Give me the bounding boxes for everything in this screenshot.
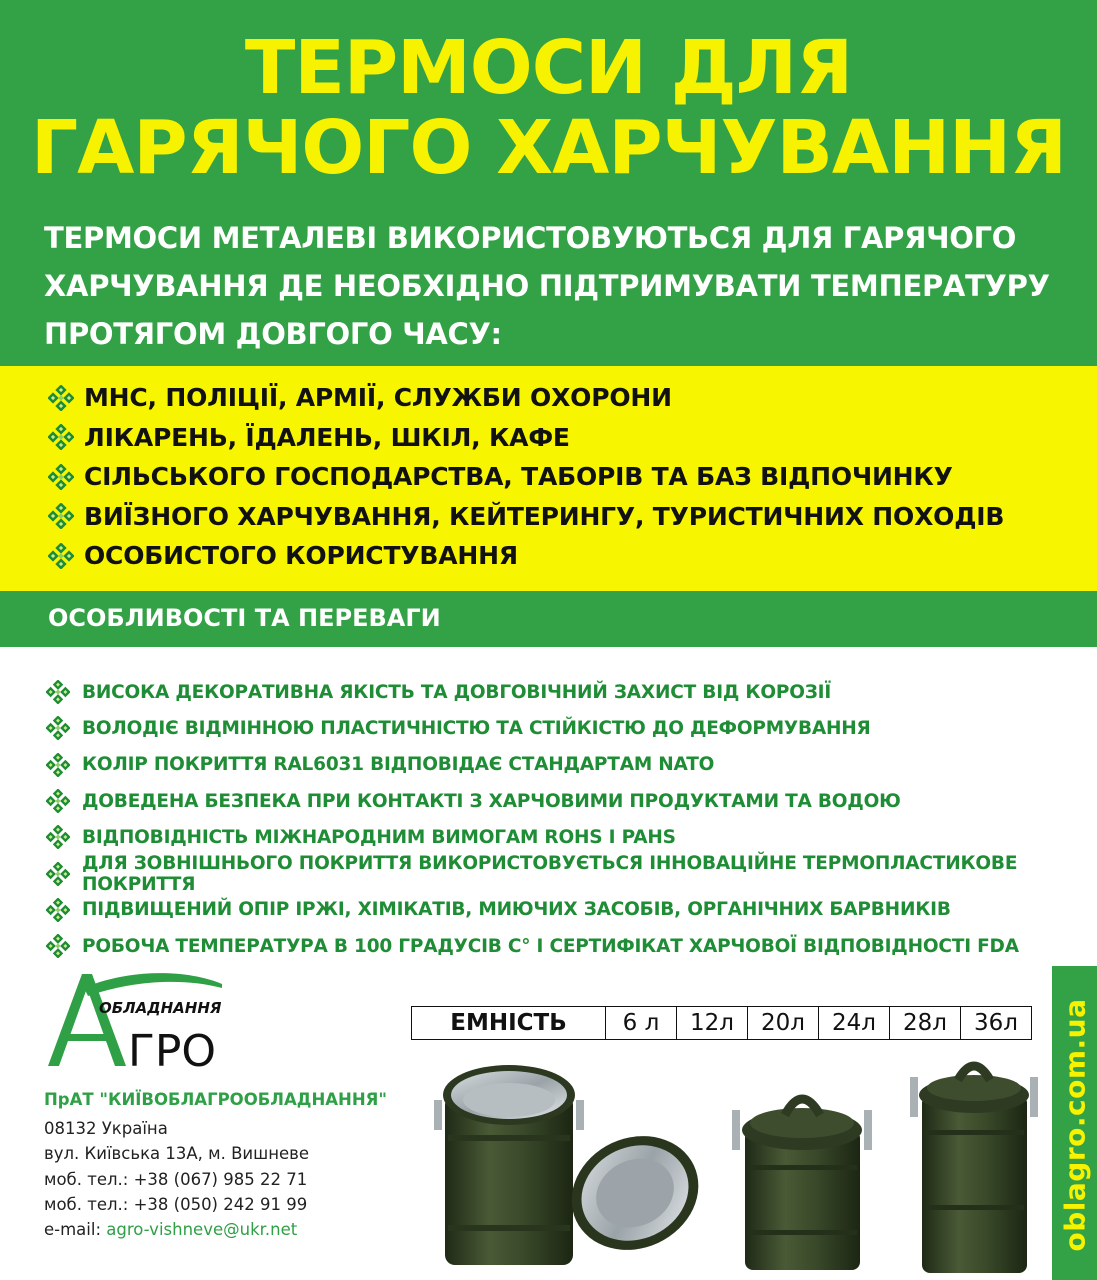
email-line	[44, 1217, 309, 1242]
feature-item-text: КОЛІР ПОКРИТТЯ RAL6031 ВІДПОВІДАЄ СТАНДАРТАМ NATO	[82, 754, 715, 776]
features-title: ОСОБЛИВОСТІ ТА ПЕРЕВАГИ	[48, 604, 441, 632]
company-name: ПрАТ "КИЇВОБЛАГРООБЛАДНАННЯ"	[44, 1090, 387, 1109]
contact-line: вул. Київська 13А, м. Вишневе	[44, 1144, 310, 1164]
product-image	[420, 1055, 1040, 1280]
intro-line: ТЕРМОСИ МЕТАЛЕВІ ВИКОРИСТОВУЮТЬСЯ ДЛЯ ГАРЯЧОГО	[44, 221, 1017, 255]
bullet-icon	[46, 680, 70, 704]
feature-item-text: ВОЛОДІЄ ВІДМІННОЮ ПЛАСТИЧНІСТЮ ТА СТІЙКІСТЮ ДО ДЕФОРМУВАННЯ	[82, 717, 871, 739]
contact-line: моб. тел.: +38 (050) 242 91 99	[44, 1194, 308, 1214]
bullet-icon	[46, 862, 70, 886]
feature-item	[46, 819, 1097, 855]
contact-list	[44, 1116, 309, 1242]
list-item-text: ЛІКАРЕНЬ, ЇДАЛЕНЬ, ШКІЛ, КАФЕ	[84, 422, 570, 452]
intro-text	[44, 214, 1084, 358]
feature-item-text: РОБОЧА ТЕМПЕРАТУРА В 100 ГРАДУСІВ С° І СЕРТИФІКАТ ХАРЧОВОЇ ВІДПОВІДНОСТІ FDA	[82, 935, 1019, 957]
page-title-line1: ТЕРМОСИ ДЛЯ	[244, 25, 853, 111]
capacity-value: 6 л	[606, 1007, 677, 1040]
feature-item	[46, 710, 1097, 746]
list-item-text: МНС, ПОЛІЦІЇ, АРМІЇ, СЛУЖБИ ОХОРОНИ	[84, 383, 672, 413]
list-item	[48, 457, 1004, 497]
list-item	[48, 536, 1004, 576]
bullet-icon	[46, 753, 70, 777]
intro-line: ПРОТЯГОМ ДОВГОГО ЧАСУ:	[44, 317, 502, 351]
list-item	[48, 497, 1004, 537]
bullet-icon	[46, 716, 70, 740]
feature-item	[46, 852, 1097, 895]
closed-thermos-medium	[732, 1099, 872, 1270]
intro-line: ХАРЧУВАННЯ ДЕ НЕОБХІДНО ПІДТРИМУВАТИ ТЕМПЕРАТУРУ	[44, 269, 1050, 303]
capacity-value: 28л	[890, 1007, 961, 1040]
capacity-value: 20л	[748, 1007, 819, 1040]
feature-item	[46, 783, 1097, 819]
feature-item	[46, 892, 1097, 928]
list-item-text: СІЛЬСЬКОГО ГОСПОДАРСТВА, ТАБОРІВ ТА БАЗ ВІДПОЧИНКУ	[84, 462, 953, 492]
page-title-line2: ГАРЯЧОГО ХАРЧУВАННЯ	[30, 105, 1067, 191]
bullet-icon	[48, 543, 74, 569]
logo-swoosh	[84, 973, 222, 996]
capacity-table	[411, 1006, 1032, 1040]
table-row	[412, 1007, 1032, 1040]
bullet-icon	[48, 503, 74, 529]
list-item-text: ВИЇЗНОГО ХАРЧУВАННЯ, КЕЙТЕРИНГУ, ТУРИСТИЧНИХ ПОХОДІВ	[84, 501, 1005, 531]
contact-line: 08132 Україна	[44, 1119, 168, 1138]
email-label: e-mail:	[44, 1220, 107, 1240]
email-link[interactable]: agro-vishneve@ukr.net	[106, 1220, 298, 1240]
feature-item	[46, 674, 1097, 710]
feature-item-text: ВІДПОВІДНІСТЬ МІЖНАРОДНИМ ВИМОГАМ ROHS І PAHS	[82, 826, 676, 848]
feature-item-text: ДОВЕДЕНА БЕЗПЕКА ПРИ КОНТАКТІ З ХАРЧОВИМИ ПРОДУКТАМИ ТА ВОДОЮ	[82, 790, 901, 812]
list-item	[48, 418, 1004, 458]
open-thermos	[434, 1065, 717, 1270]
website-link[interactable]: oblagro.com.ua	[1058, 998, 1092, 1252]
bullet-icon	[46, 825, 70, 849]
capacity-label: ЕМНІСТЬ	[412, 1007, 606, 1040]
company-logo	[44, 966, 224, 1071]
feature-item-text: ПІДВИЩЕНИЙ ОПІР ІРЖІ, ХІМІКАТІВ, МИЮЧИХ ЗАСОБІВ, ОРГАНІЧНИХ БАРВНИКІВ	[82, 899, 951, 921]
bullet-icon	[46, 898, 70, 922]
bullet-icon	[46, 934, 70, 958]
logo-word-bottom: ГРО	[128, 1026, 216, 1071]
feature-item-text: ДЛЯ ЗОВНІШНЬОГО ПОКРИТТЯ ВИКОРИСТОВУЄТЬСЯ ІННОВАЦІЙНЕ ТЕРМОПЛАСТИКОВЕ ПОКРИТТЯ	[82, 852, 1018, 895]
logo-word-top: ОБЛАДНАННЯ	[99, 999, 222, 1017]
feature-item-text: ВИСОКА ДЕКОРАТИВНА ЯКІСТЬ ТА ДОВГОВІЧНИЙ ЗАХИСТ ВІД КОРОЗІЇ	[82, 681, 832, 703]
bullet-icon	[46, 789, 70, 813]
feature-item	[46, 747, 1097, 783]
capacity-value: 12л	[677, 1007, 748, 1040]
feature-item	[46, 928, 1097, 964]
closed-thermos-tall	[910, 1066, 1038, 1273]
contact-line: моб. тел.: +38 (067) 985 22 71	[44, 1169, 308, 1189]
list-item	[48, 378, 1004, 418]
bullet-icon	[48, 464, 74, 490]
bullet-icon	[48, 385, 74, 411]
usage-list	[48, 378, 1004, 576]
list-item-text: ОСОБИСТОГО КОРИСТУВАННЯ	[84, 541, 518, 571]
capacity-value: 36л	[961, 1007, 1032, 1040]
features-list	[46, 674, 1097, 964]
bullet-icon	[48, 424, 74, 450]
capacity-value: 24л	[819, 1007, 890, 1040]
